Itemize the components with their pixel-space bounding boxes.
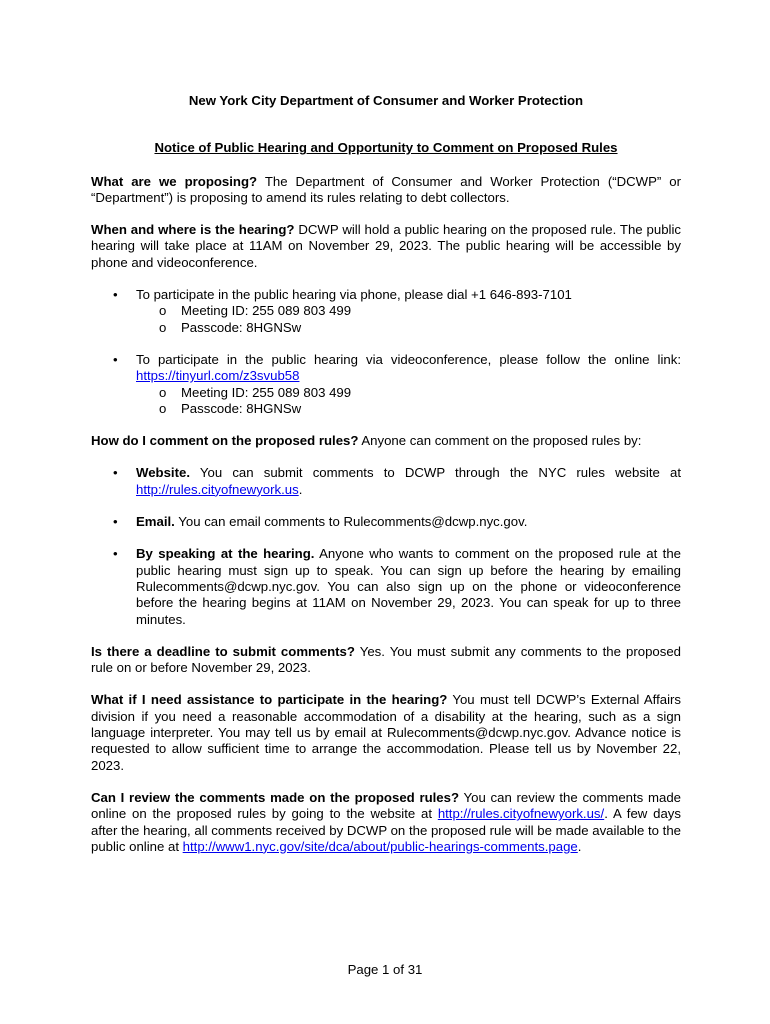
review-rules-link[interactable]: http://rules.cityofnewyork.us/ — [437, 806, 605, 822]
proposing-label: What are we proposing? — [91, 173, 258, 189]
list-item-video — [91, 352, 681, 417]
list-item-speaking — [91, 546, 681, 627]
hearing-text: DCWP will hold a public hearing on the proposed rule. The public hearing will take place at 11AM on November 29, 2023. The public hearing will be accessible by phone and videoconference. — [91, 222, 681, 270]
comment-methods-list — [91, 465, 681, 627]
hearing-label: When and where is the hearing? — [91, 222, 295, 238]
page-number: Page 1 of 31 — [347, 962, 423, 977]
rules-website-link[interactable]: http://rules.cityofnewyork.us — [136, 481, 299, 497]
video-meeting-id: Meeting ID: 255 089 803 499 — [181, 384, 352, 400]
bullet-icon: • — [113, 514, 118, 530]
assistance-text: You must tell DCWP’s External Affairs division if you need a reasonable accommodation of a disability at the hearing, such as a sign language interpreter. You may tell us by email at Rulecomments@dcwp.nyc.gov. Advance notice is requested to allow sufficient time to arrange the accommodation. Please tell us by November 22, 2023. — [91, 692, 681, 773]
list-item-website — [91, 465, 681, 498]
list-item-phone-meeting-id — [136, 303, 681, 319]
document-body — [91, 93, 681, 871]
list-item-video-passcode — [136, 401, 681, 417]
speaking-text: Anyone who wants to comment on the proposed rule at the public hearing must sign up to speak. You can sign up before the hearing by emailing Rulecomments@dcwp.nyc.gov. You can also sign up on the phone or videoconference before the hearing begins at 11AM on November 29, 2023. You can speak for up to three minutes. — [136, 546, 681, 627]
list-item-phone-passcode — [136, 320, 681, 336]
review-paragraph — [91, 790, 681, 855]
circle-bullet-icon: o — [159, 319, 167, 335]
bullet-icon: • — [113, 351, 118, 367]
review-text-2: . A few days after the hearing, all comments received by DCWP on the proposed rule will be made available to the public online at — [91, 806, 681, 854]
list-item-video-meeting-id — [136, 385, 681, 401]
proposing-paragraph — [91, 174, 681, 207]
public-hearings-comments-link[interactable]: http://www1.nyc.gov/site/dca/about/public-hearings-comments.page — [182, 838, 578, 854]
speaking-label: By speaking at the hearing. — [136, 546, 315, 562]
comment-label: How do I comment on the proposed rules? — [91, 433, 359, 449]
hearing-access-list — [91, 287, 681, 417]
assistance-label: What if I need assistance to participate in the hearing? — [91, 692, 448, 708]
video-text: To participate in the public hearing via videoconference, please follow the online link: — [136, 351, 681, 367]
hearing-paragraph — [91, 222, 681, 271]
circle-bullet-icon: o — [159, 384, 167, 400]
circle-bullet-icon: o — [159, 303, 167, 319]
review-text-3: . — [577, 838, 582, 854]
comment-paragraph — [91, 433, 681, 449]
notice-subtitle: Notice of Public Hearing and Opportunity to Comment on Proposed Rules — [154, 140, 618, 156]
email-text: You can email comments to Rulecomments@dcwp.nyc.gov. — [174, 514, 528, 530]
list-item-phone — [91, 287, 681, 336]
comment-text: Anyone can comment on the proposed rules by: — [358, 433, 642, 449]
website-text: You can submit comments to DCWP through the NYC rules website at — [190, 465, 681, 481]
deadline-paragraph — [91, 644, 681, 677]
phone-details-list — [136, 303, 681, 336]
page-title: New York City Department of Consumer and Worker Protection — [188, 93, 584, 108]
assistance-paragraph — [91, 692, 681, 773]
review-label: Can I review the comments made on the proposed rules? — [91, 789, 460, 805]
phone-meeting-id: Meeting ID: 255 089 803 499 — [181, 303, 352, 319]
video-details-list — [136, 385, 681, 418]
video-passcode: Passcode: 8HGNSw — [181, 400, 302, 416]
proposing-text: The Department of Consumer and Worker Protection (“DCWP” or “Department”) is proposing to amend its rules relating to debt collectors. — [91, 173, 681, 205]
website-end: . — [298, 481, 303, 497]
bullet-icon: • — [113, 465, 118, 481]
video-link[interactable]: https://tinyurl.com/z3svub58 — [136, 368, 300, 384]
deadline-label: Is there a deadline to submit comments? — [91, 643, 355, 659]
email-label: Email. — [136, 514, 175, 530]
phone-passcode: Passcode: 8HGNSw — [181, 319, 302, 335]
deadline-text: Yes. You must submit any comments to the proposed rule on or before November 29, 2023. — [91, 643, 681, 676]
phone-text: To participate in the public hearing via phone, please dial +1 646-893-7101 — [136, 287, 572, 303]
list-item-email — [91, 514, 681, 530]
review-text-1: You can review the comments made online on the proposed rules by going to the website at — [91, 789, 682, 822]
website-label: Website. — [136, 465, 190, 481]
bullet-icon: • — [113, 546, 118, 562]
circle-bullet-icon: o — [159, 400, 167, 416]
bullet-icon: • — [113, 287, 118, 303]
